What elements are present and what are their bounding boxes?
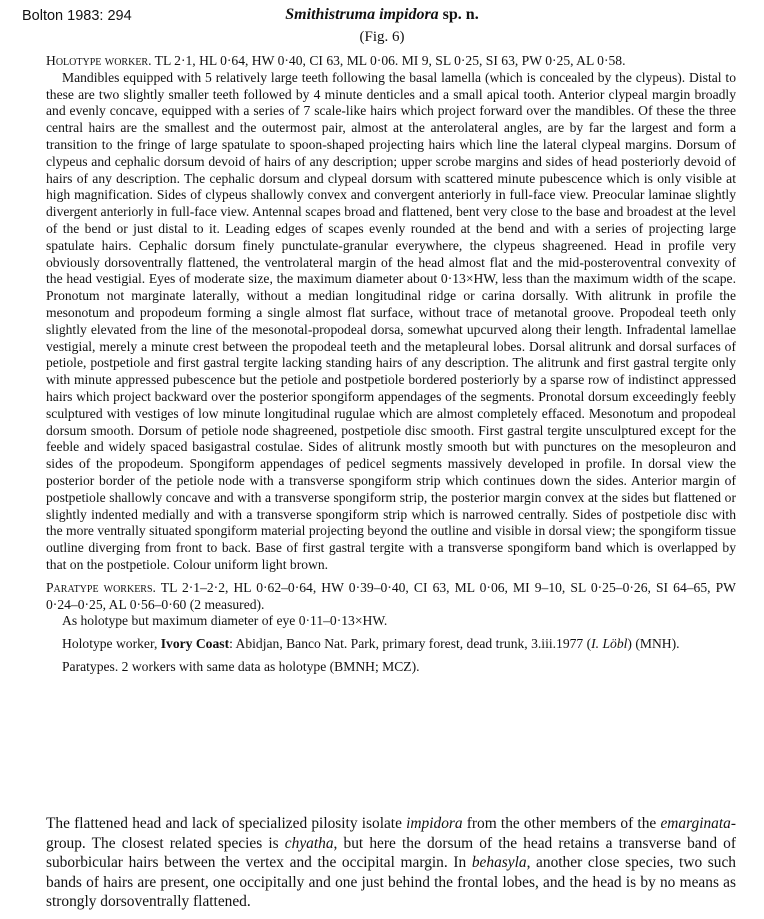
page-header — [0, 0, 764, 52]
species-impidora: impidora — [406, 815, 463, 832]
holotype-heading: Holotype worker — [46, 53, 149, 68]
paratype-material: Paratypes. 2 workers with same data as holotype (BMNH; MCZ). — [62, 658, 420, 674]
collector: I. Löbl — [591, 636, 628, 652]
paratype-note: As holotype but maximum diameter of eye 0·11–0·13×HW. — [62, 613, 388, 629]
holotype-section — [46, 53, 736, 70]
paratype-section — [46, 580, 736, 614]
holotype-description: Mandibles equipped with 5 relatively large teeth following the basal lamella (which is concealed by the clypeus). Distal to these are two slightly smaller teeth followed by 4 minute denticles and a small apical tooth. Anterior clypeal margin broadly and evenly concave, equipped with a series of 7 scale-like hairs which project forward over the mandibles. Of these the three central hairs are the smallest and the outermost pair, almost at the anterolateral angles, are by far the largest and form a transition to the fringe of large spatulate to spoon-shaped projecting hairs which line the lateral clypeal margins. Dorsum of clypeus and cephalic dorsum devoid of hairs of any description; upper scrobe margins and sides of head posteriorly devoid of hairs of any description. The cephalic dorsum and clypeal dorsum with scattered minute pubescence which is only visible at high magnification. Sides of clypeus shallowly convex and convergent anteriorly in full-face view. Preocular laminae slightly divergent anteriorly in full-face view. Antennal scapes broad and flattened, bent very close to the base and broadest at the level of the bend or just distal to it. Leading edges of scapes evenly rounded at the bend and with a series of projecting large spatulate hairs. Cephalic dorsum finely punctulate-granular everywhere, the clypeus shagreened. Head in profile very obviously dorsoventrally flattened, the ventrolateral margin of the head almost flat and the mid-posteroventral convexity of the head vestigial. Eyes of moderate size, the maximum diameter about 0·13×HW, less than the maximum width of the scape. Pronotum not marginate laterally, without a median longitudinal ridge or carina dorsally. With alitrunk in profile the mesonotum and propodeum forming a single almost flat surface, without trace of metanotal groove. Propodeal teeth only slightly elevated from the line of the mesonotal-propodeal dorsa, somewhat upcurved along their length. Infradental lamellae vestigial, merely a minute crest between the propodeal teeth and the metapleural lobes. Dorsal alitrunk and dorsal surfaces of petiole, postpetiole and first gastral tergite lacking standing hairs of any description. The alitrunk and first gastral tergite only with minute appressed pubescence but the petiole and postpetiole bordered posteriorly by a sparse row of indistinct appressed hairs which project backward over the posterior spongiform appendages of the segments. Pronotal dorsum exceedingly feebly sculptured with vestiges of low minute longitudinal rugulae which are almost completely effaced. Mesonotum and propodeal dorsum smooth. Dorsum of petiole node shagreened, postpetiole disc smooth. First gastral tergite unsculptured except for the feeble and widely spaced basigastral costulae. Sides of alitrunk mostly smooth but with punctures on the mesopleuron and sides of the propodeum. Spongiform appendages of pedicel segments massively developed in profile. In dorsal view the posterior border of the petiole node with a transverse spongiform strip which continues down the sides. Anterior margin of postpetiole shallowly concave and with a transverse spongiform strip, the posterior margin convex at the sides but flattened or slightly indented medially and with a transverse spongiform strip which is narrowed centrally. Sides of postpetiole disc with the more ventrally situated spongiform material projecting beyond the outline and visible in dorsal view; the spongiform tissue outline diverging from front to back. Base of first gastral tergite with a transverse spongiform band which is overlapped by that on the postpetiole. Colour uniform light brown. — [46, 69, 736, 572]
species-behasyla: behasyla — [471, 854, 527, 872]
species-name: Smithistruma impidora — [285, 6, 439, 23]
species-status: sp. n. — [438, 6, 479, 23]
group-emarginata: emarginata — [660, 815, 731, 832]
holotype-measurements: . TL 2·1, HL 0·64, HW 0·40, CI 63, ML 0·06. MI 9, SL 0·25, SI 63, PW 0·25, AL 0·58. — [148, 53, 626, 68]
source-citation: Bolton 1983: 294 — [22, 8, 132, 24]
country: Ivory Coast — [160, 636, 230, 652]
species-chyatha: chyatha — [284, 834, 334, 852]
figure-reference: (Fig. 6) — [359, 29, 405, 45]
paratype-measurements: . TL 2·1–2·2, HL 0·62–0·64, HW 0·39–0·40, CI 63, ML 0·06, MI 9–10, SL 0·25–0·26, SI 64–65, PW 0·24–0·25, AL 0·56–0·60 (2 measured). — [46, 579, 737, 612]
discussion-paragraph: The flattened head and lack of specialized pilosity isolate impidora from the other members of the emarginata-group. The closest related species is chyatha, but here the dorsum of the head retains a transverse band of suborbicular hairs between the vertex and the occipital margin. In behasyla, another close species, two such bands of hairs are present, one occipitally and one just behind the frontal lobes, and the head is by no means as strongly dorsoventrally flattened. — [46, 815, 736, 911]
paratype-heading: Paratype workers — [46, 579, 153, 595]
species-title — [0, 6, 764, 24]
holotype-material: Holotype worker, Ivory Coast: Abidjan, Banco Nat. Park, primary forest, dead trunk, 3.iii.1977 (I. Löbl) (MNH). — [62, 636, 680, 652]
species-description — [46, 53, 736, 676]
